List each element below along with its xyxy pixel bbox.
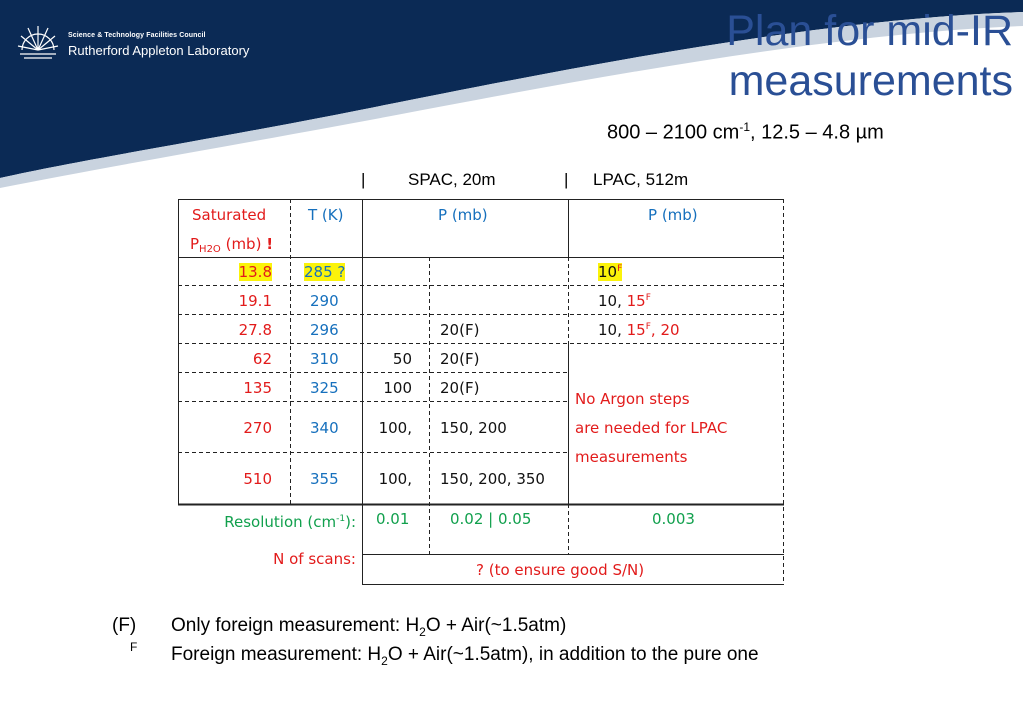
temp-cell: 296 xyxy=(310,321,339,339)
psat-cell: 510 xyxy=(243,470,272,488)
resolution-label-exponent: -1 xyxy=(336,514,346,524)
footnote-text: Only foreign measurement: H xyxy=(171,615,420,636)
temp-cell: 325 xyxy=(310,379,339,397)
temp-value: 285 ? xyxy=(304,263,346,281)
header-p-symbol: P xyxy=(190,235,200,253)
org-council-name: Science & Technology Facilities Council xyxy=(68,32,206,39)
spac-cell: 150, 200, 350 xyxy=(440,470,545,488)
range-text: 800 – 2100 cm xyxy=(607,121,740,144)
footnote-text-tail: O + Air(~1.5atm), in addition to the pure one xyxy=(387,644,759,665)
spac-cell: 20(F) xyxy=(440,321,480,339)
lpac-value: 10, xyxy=(598,321,627,339)
page-title xyxy=(553,6,1013,106)
heading-spac: SPAC, 20m xyxy=(408,170,496,189)
header-spac-pressure: P (mb) xyxy=(438,206,488,224)
footnote-text-tail: O + Air(~1.5atm) xyxy=(425,615,567,636)
lpac-footnote-mark: F xyxy=(645,322,651,332)
org-lab-name: Rutherford Appleton Laboratory xyxy=(68,43,250,58)
title-line-2: measurements xyxy=(728,57,1013,105)
spac-cell: 20(F) xyxy=(440,379,480,397)
temp-cell: 340 xyxy=(310,419,339,437)
lpac-cell xyxy=(598,291,651,311)
temp-cell xyxy=(304,262,345,282)
psat-cell: 19.1 xyxy=(238,292,272,310)
psat-cell: 27.8 xyxy=(238,321,272,339)
header-p-unit: (mb) xyxy=(225,235,262,253)
header-temperature: T (K) xyxy=(308,206,344,224)
lpac-cell xyxy=(598,320,680,340)
scans-value: ? (to ensure good S/N) xyxy=(476,561,645,579)
lpac-footnote-mark: F xyxy=(617,264,623,274)
lpac-value-tail: , 20 xyxy=(650,321,680,339)
psat-cell: 270 xyxy=(243,419,272,437)
heading-lpac: LPAC, 512m xyxy=(593,170,689,189)
footnote-marker: (F) xyxy=(112,615,137,636)
temp-cell: 290 xyxy=(310,292,339,310)
lpac-note-line: No Argon steps xyxy=(575,390,690,408)
temp-cell: 310 xyxy=(310,350,339,368)
range-text-tail: , 12.5 – 4.8 µm xyxy=(750,121,884,144)
title-line-1: Plan for mid-IR xyxy=(726,7,1013,55)
resolution-spac1: 0.01 xyxy=(376,510,410,528)
header-lpac-pressure: P (mb) xyxy=(648,206,698,224)
footnote-subscript: 2 xyxy=(381,653,388,668)
lpac-note-line: are needed for LPAC xyxy=(575,419,728,437)
lpac-value-foreign: 15 xyxy=(626,292,646,310)
scans-label: N of scans: xyxy=(273,550,356,568)
spac-cell: 50 xyxy=(392,350,412,368)
psat-cell: 135 xyxy=(243,379,272,397)
footnote-text: Foreign measurement: H xyxy=(171,644,382,665)
header-p-subscript: H2O xyxy=(199,244,221,255)
resolution-label-tail: ): xyxy=(345,513,356,531)
lpac-cell xyxy=(598,262,622,282)
lpac-value-foreign: 15 xyxy=(626,321,646,339)
footnote-foreign-only xyxy=(171,615,566,639)
lpac-value: 10 xyxy=(598,263,618,281)
psat-cell: 62 xyxy=(252,350,272,368)
spac-cell: 100 xyxy=(383,379,412,397)
spac-cell: 100, xyxy=(378,470,412,488)
resolution-label-text: Resolution (cm xyxy=(224,513,337,531)
range-exponent: -1 xyxy=(739,120,750,134)
lpac-note-line: measurements xyxy=(575,448,688,466)
resolution-spac2: 0.02 | 0.05 xyxy=(450,510,532,528)
spac-cell: 20(F) xyxy=(440,350,480,368)
lpac-note xyxy=(575,385,727,472)
lpac-value: 10, xyxy=(598,292,627,310)
spac-cell: 100, xyxy=(378,419,412,437)
sunburst-logo-icon xyxy=(16,20,60,64)
header-exclamation: ! xyxy=(266,235,274,253)
temp-cell: 355 xyxy=(310,470,339,488)
header-saturated: Saturated xyxy=(192,206,267,224)
spectral-range xyxy=(607,120,884,145)
psat-cell xyxy=(239,262,272,282)
measurement-table xyxy=(178,199,784,585)
footnote-subscript: 2 xyxy=(419,624,426,639)
resolution-lpac: 0.003 xyxy=(652,510,695,528)
footnote-marker: F xyxy=(130,640,138,654)
footnote-foreign-additional xyxy=(171,644,759,668)
header-pressure-h2o xyxy=(190,234,273,260)
heading-separator: | xyxy=(361,170,366,189)
spac-cell: 150, 200 xyxy=(440,419,507,437)
lpac-footnote-mark: F xyxy=(645,293,651,303)
resolution-label xyxy=(224,509,356,532)
psat-value: 13.8 xyxy=(238,263,272,281)
heading-separator: | xyxy=(564,170,569,189)
